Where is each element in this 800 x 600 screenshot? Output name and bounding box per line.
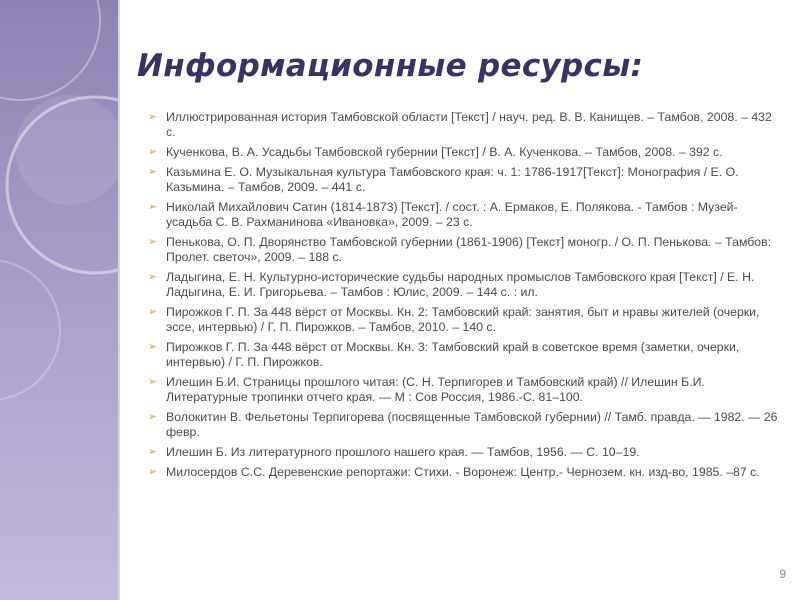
bullet-arrow-icon: ➢ (148, 466, 158, 478)
bullet-arrow-icon: ➢ (148, 146, 158, 158)
bullet-arrow-icon: ➢ (148, 376, 158, 388)
decorative-circles-graphic (0, 0, 118, 600)
bullet-arrow-icon: ➢ (148, 341, 158, 353)
bullet-item (146, 145, 778, 160)
bullet-text: Казьмина Е. О. Музыкальная культура Тамбовского края: ч. 1: 1786-1917[Текст]: Монография / Е. О. Казьмина. – Тамбов, 2009. – 441 с. (166, 165, 739, 194)
slide-title: Информационные ресурсы: (137, 48, 644, 84)
bullet-item (146, 445, 778, 460)
bullet-item (146, 270, 778, 300)
slide-content (146, 110, 778, 485)
bullet-text: Кученкова, В. А. Усадьбы Тамбовской губернии [Текст] / В. А. Кученкова. – Тамбов, 2008. – 392 с. (166, 145, 723, 159)
bullet-item (146, 305, 778, 335)
bullet-item (146, 465, 778, 480)
bullet-arrow-icon: ➢ (148, 201, 158, 213)
bullet-item (146, 165, 778, 195)
bullet-text: Пирожков Г. П. За 448 вёрст от Москвы. Кн. 3: Тамбовский край в советское время (заметки, очерки, интервью) / Г. П. Пирожков. (166, 340, 740, 369)
bullet-text: Милосердов С.С. Деревенские репортажи: Стихи. - Воронеж: Центр.- Чернозем. кн. изд-во, 1985. –87 с. (166, 465, 760, 479)
bullet-text: Иллюстрированная история Тамбовской области [Текст] / науч. ред. В. В. Канищев. – Тамбов, 2008. – 432 с. (166, 110, 772, 139)
bullet-arrow-icon: ➢ (148, 446, 158, 458)
side-divider (118, 0, 120, 600)
bullet-text: Пирожков Г. П. За 448 вёрст от Москвы. Кн. 2: Тамбовский край: занятия, быт и нравы жителей (очерки, эссе, интервью) / Г. П. Пирожков. – Тамбов, 2010. – 140 с. (166, 305, 760, 334)
page-number: 9 (779, 567, 786, 581)
bullet-text: Пенькова, О. П. Дворянство Тамбовской губернии (1861-1906) [Текст] моногр. / О. П. Пенькова. – Тамбов: Пролет. светоч», 2009. – 188 с. (166, 235, 772, 264)
bullet-arrow-icon: ➢ (148, 271, 158, 283)
bullet-item (146, 110, 778, 140)
bullet-text: Ладыгина, Е. Н. Культурно-исторические судьбы народных промыслов Тамбовского края [Текст] / Е. Н. Ладыгина, Е. И. Григорьева. – Тамбов : Юлис, 2009. – 144 с. : ил. (166, 270, 755, 299)
bullet-item (146, 200, 778, 230)
bullet-arrow-icon: ➢ (148, 166, 158, 178)
bullet-text: Николай Михайлович Сатин (1814-1873) [Текст]. / сост. : А. Ермаков, Е. Полякова. - Тамбов : Музей-усадьба С. В. Рахманинова «Ивановка», 2009. – 23 с. (166, 200, 738, 229)
bullet-text: Илешин Б.И. Страницы прошлого читая: (С. Н. Терпигорев и Тамбовский край) // Илешин Б.И. Литературные тропинки отчего края. — М : Сов Россия, 1986.-С. 81–100. (166, 375, 705, 404)
bullet-arrow-icon: ➢ (148, 111, 158, 123)
bullet-list (146, 110, 778, 480)
bullet-item (146, 410, 778, 440)
bullet-arrow-icon: ➢ (148, 306, 158, 318)
bullet-arrow-icon: ➢ (148, 411, 158, 423)
bullet-item (146, 235, 778, 265)
bullet-item (146, 340, 778, 370)
bullet-text: Волокитин В. Фельетоны Терпигорева (посвященные Тамбовской губернии) // Тамб. правда. — 1982. — 26 февр. (166, 410, 778, 439)
bullet-text: Илешин Б. Из литературного прошлого нашего края. — Тамбов, 1956. — С. 10–19. (166, 445, 640, 459)
bullet-arrow-icon: ➢ (148, 236, 158, 248)
bullet-item (146, 375, 778, 405)
decorative-side-panel (0, 0, 118, 600)
